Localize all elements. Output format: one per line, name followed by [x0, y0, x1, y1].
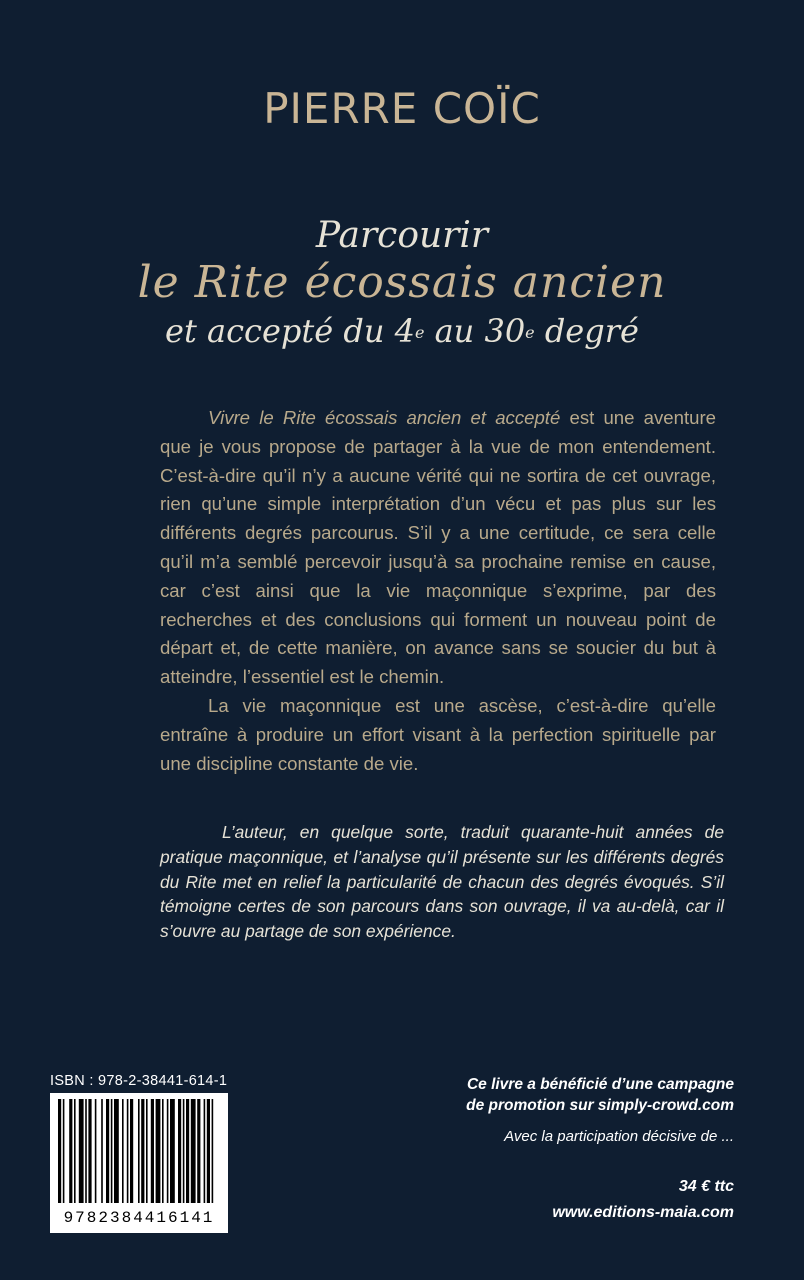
barcode-bar	[85, 1099, 87, 1203]
barcode	[50, 1093, 228, 1233]
publisher-website: www.editions-maia.com	[552, 1204, 734, 1221]
barcode-bar	[141, 1099, 144, 1203]
title-line-3-part-2: au 30	[424, 312, 526, 350]
barcode-bar	[95, 1099, 97, 1203]
title-line-3-part-1: et accepté du 4	[165, 312, 415, 350]
barcode-digits: 9782384416141	[63, 1209, 215, 1227]
barcode-bar	[186, 1099, 189, 1203]
title-line-3	[60, 308, 744, 354]
price: 34 € ttc	[678, 1178, 734, 1195]
barcode-bar	[106, 1099, 109, 1203]
barcode-bar	[127, 1099, 129, 1203]
barcode-bar	[63, 1099, 65, 1203]
title-line-1: Parcourir	[315, 215, 489, 256]
barcode-bar	[156, 1099, 161, 1203]
title-superscript-2: e	[525, 323, 535, 342]
barcode-bar	[79, 1099, 84, 1203]
barcode-bar	[58, 1099, 61, 1203]
excerpt-paragraph-1	[160, 404, 716, 692]
barcode-bar	[207, 1099, 210, 1203]
excerpt-paragraph-1-text: est une aventure que je vous propose de partager à la vue de mon entendement. C’est-à-dire qu’il n’y a aucune vérité qui ne sortira de cet ouvrage, rien qu’une simple interprétation d’un vécu et pas plus sur les différents degrés parcourus. S’il y a une certitude, ce sera celle qu’il m’a semblé percevoir jusqu’à sa prochaine remise en cause, car c’est ainsi que la vie maçonnique s’exprime, par des recherches et des conclusions qui forment un nouveau point de départ et, de cette manière, on avance sans se soucier du but à atteindre, l’essentiel est le chemin.	[160, 407, 717, 688]
barcode-bar	[197, 1099, 200, 1203]
barcode-bar	[130, 1099, 133, 1203]
barcode-bar	[151, 1099, 154, 1203]
barcode-bar	[212, 1099, 214, 1203]
promo-block	[420, 1074, 734, 1145]
barcode-bar	[122, 1099, 124, 1203]
barcode-bar	[114, 1099, 119, 1203]
partner-text: Avec la participation décisive de ...	[504, 1128, 734, 1145]
excerpt-paragraph-2: La vie maçonnique est une ascèse, c’est-à-dire qu’elle entraîne à produire un effort visant à la perfection spirituelle par une discipline constante de vie.	[160, 694, 716, 774]
barcode-bar	[138, 1099, 140, 1203]
book-excerpt	[160, 404, 716, 778]
barcode-bar	[191, 1099, 196, 1203]
barcode-bars	[50, 1093, 228, 1211]
barcode-bar	[146, 1099, 148, 1203]
promo-text	[420, 1074, 734, 1116]
excerpt-emphasis: Vivre le Rite écossais ancien et accepté	[208, 407, 561, 428]
author-name: PIERRE COÏC	[263, 84, 541, 133]
barcode-bar	[74, 1099, 76, 1203]
barcode-bar	[69, 1099, 72, 1203]
barcode-bar	[167, 1099, 169, 1203]
barcode-bar	[204, 1099, 206, 1203]
title-line-3-part-3: degré	[534, 312, 639, 350]
barcode-bar	[162, 1099, 164, 1203]
promo-line-2: de promotion sur simply-crowd.com	[466, 1097, 734, 1114]
barcode-bar	[111, 1099, 113, 1203]
barcode-bar	[178, 1099, 181, 1203]
barcode-bar	[183, 1099, 185, 1203]
barcode-bar	[88, 1099, 91, 1203]
title-superscript-1: e	[414, 323, 425, 342]
book-summary: L’auteur, en quelque sorte, traduit quarante-huit années de pratique maçonnique, et l’analyse qu’il présente sur les différents degrés du Rite met en relief la particularité de chacun des degrés évoqués. S’il témoigne certes de son parcours dans son ouvrage, il va au-delà, car il s’ouvre au partage de son expérience.	[160, 822, 724, 942]
promo-line-1: Ce livre a bénéficié d’une campagne	[466, 1076, 734, 1093]
isbn-label: ISBN : 978-2-38441-614-1	[50, 1073, 228, 1089]
barcode-bar	[101, 1099, 103, 1203]
title-line-2: le Rite écossais ancien	[137, 257, 667, 308]
book-title	[60, 214, 744, 354]
barcode-bar	[170, 1099, 175, 1203]
